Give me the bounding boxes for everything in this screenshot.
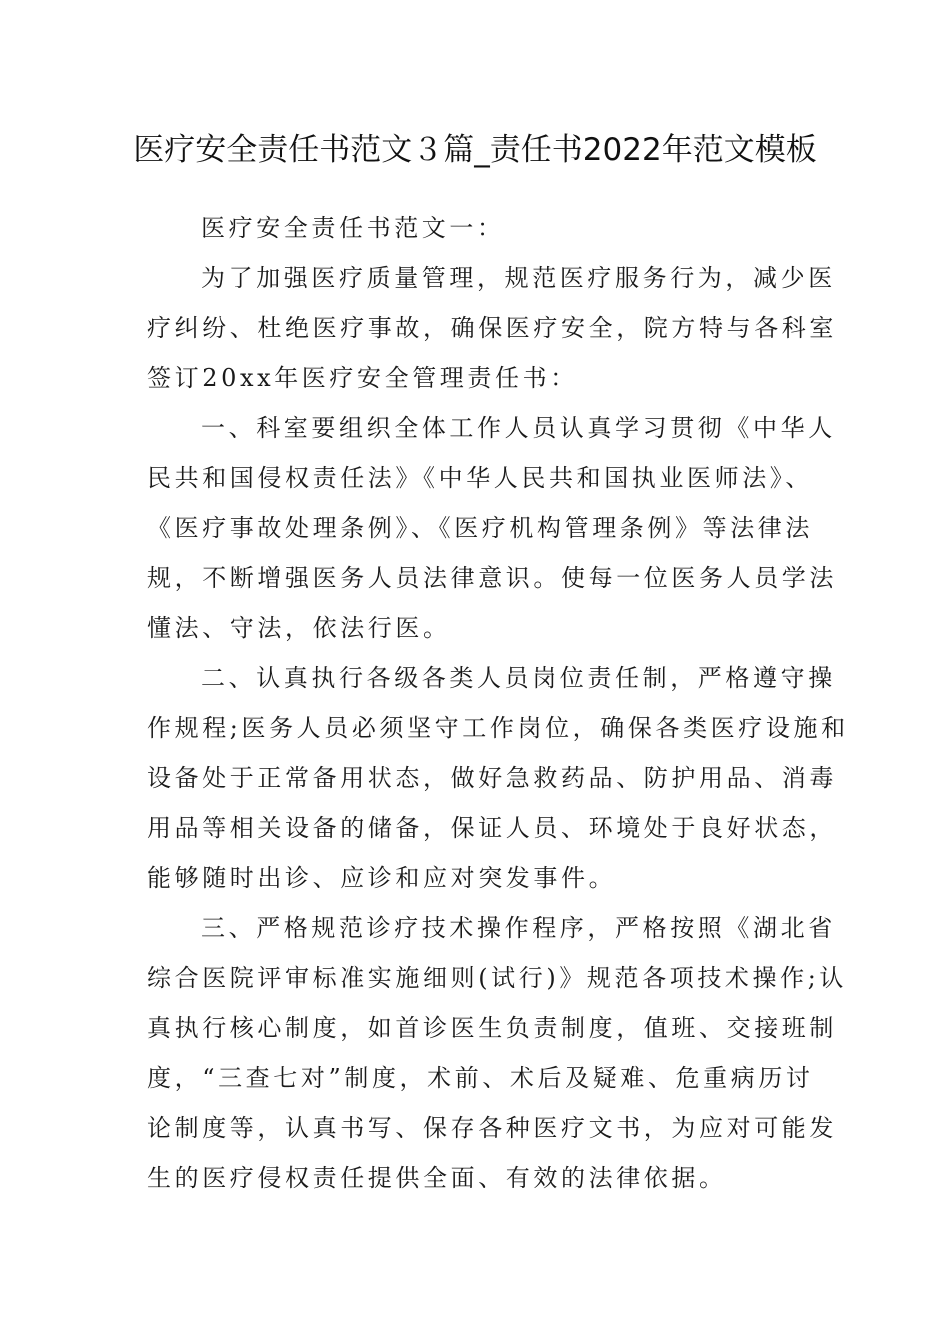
paragraph-intro [147,253,837,403]
paragraph-line: 三、严格规范诊疗技术操作程序，严格按照《湖北省 [201,914,836,942]
paragraph-line: 为了加强医疗质量管理，规范医疗服务行为，减少医 [201,264,836,292]
paragraph-line: 《医疗事故处理条例》、《医疗机构管理条例》等法律法 [147,514,813,542]
paragraph-line: 民共和国侵权责任法》《中华人民共和国执业医师法》、 [147,464,813,492]
paragraph-line: 签订20xx年医疗安全管理责任书： [147,364,578,392]
paragraph-line: 生的医疗侵权责任提供全面、有效的法律依据。 [147,1164,727,1192]
paragraph-line: 用品等相关设备的储备，保证人员、环境处于良好状态， [147,814,837,842]
paragraph-line: 规，不断增强医务人员法律意识。使每一位医务人员学法 [147,564,837,592]
paragraph-line: 设备处于正常备用状态，做好急救药品、防护用品、消毒 [147,764,837,792]
paragraph-line: 二、认真执行各级各类人员岗位责任制，严格遵守操 [201,664,836,692]
paragraph-line: 作规程;医务人员必须坚守工作岗位，确保各类医疗设施和 [147,714,849,742]
paragraph-item-2 [147,653,849,903]
paragraph-line: 综合医院评审标准实施细则(试行)》规范各项技术操作;认 [147,964,848,992]
document-body [147,203,849,1203]
paragraph-item-3 [147,903,848,1203]
paragraph-heading [147,203,807,253]
paragraph-line: 能够随时出诊、应诊和应对突发事件。 [147,864,617,892]
paragraph-line: 论制度等，认真书写、保存各种医疗文书，为应对可能发 [147,1114,837,1142]
paragraph-line: 真执行核心制度，如首诊医生负责制度，值班、交接班制 [147,1014,837,1042]
paragraph-item-1 [147,403,837,653]
paragraph-line: 医疗安全责任书范文一： [201,214,505,242]
paragraph-line: 疗纠纷、杜绝医疗事故，确保医疗安全，院方特与各科室 [147,314,837,342]
document-title: 医疗安全责任书范文３篇_责任书2022年范文模板 [133,132,817,168]
paragraph-line: 一、科室要组织全体工作人员认真学习贯彻《中华人 [201,414,836,442]
paragraph-line: 度，“三查七对”制度，术前、术后及疑难、危重病历讨 [147,1064,814,1092]
paragraph-line: 懂法、守法，依法行医。 [147,614,451,642]
